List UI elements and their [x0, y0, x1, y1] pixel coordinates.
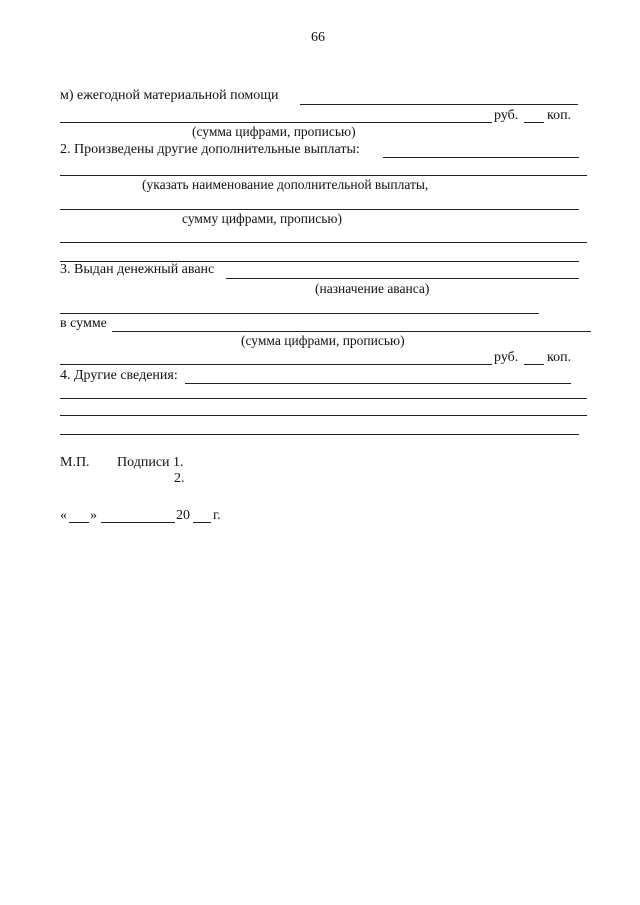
date-day-field[interactable] [69, 522, 89, 523]
payment-name-caption: (указать наименование дополнительной выплаты, [142, 177, 429, 192]
advance-rub-label: руб. [494, 350, 519, 365]
stamp-label: М.П. [60, 455, 90, 470]
other-info-field-4[interactable] [60, 434, 579, 435]
advance-amount-field-2[interactable] [60, 364, 492, 365]
advance-purpose-caption: (назначение аванса) [315, 281, 430, 296]
payment-amount-caption: сумму цифрами, прописью) [182, 211, 342, 226]
additional-payments-field-2[interactable] [60, 175, 587, 176]
advance-amount-field[interactable] [112, 331, 591, 332]
material-aid-amount-field[interactable] [60, 122, 492, 123]
rub-label: руб. [494, 108, 519, 123]
additional-payments-field-3[interactable] [60, 209, 579, 210]
date-year-prefix: 20 [176, 508, 190, 523]
date-open-quote: « [60, 508, 67, 523]
material-aid-field-1[interactable] [300, 104, 578, 105]
material-aid-label: м) ежегодной материальной помощи [60, 88, 279, 103]
additional-payments-field-4[interactable] [60, 242, 587, 243]
other-info-field-2[interactable] [60, 398, 587, 399]
date-month-field[interactable] [101, 522, 175, 523]
date-year-suffix: г. [213, 508, 221, 523]
other-info-field-3[interactable] [60, 415, 587, 416]
advance-kop-label: коп. [547, 350, 572, 365]
other-info-field-1[interactable] [185, 383, 571, 384]
advance-amount-caption: (сумма цифрами, прописью) [241, 333, 405, 348]
kop-field[interactable] [524, 122, 544, 123]
signature-2-label: 2. [174, 471, 185, 486]
amount-caption: (сумма цифрами, прописью) [192, 124, 356, 139]
date-year-field[interactable] [193, 522, 211, 523]
amount-label: в сумме [60, 316, 107, 331]
cash-advance-field-2[interactable] [60, 313, 539, 314]
cash-advance-label: 3. Выдан денежный аванс [60, 262, 215, 277]
additional-payments-field-1[interactable] [383, 157, 579, 158]
signatures-label: Подписи 1. [117, 455, 184, 470]
advance-kop-field[interactable] [524, 364, 544, 365]
cash-advance-field-1[interactable] [226, 278, 579, 279]
other-info-label: 4. Другие сведения: [60, 368, 178, 383]
additional-payments-label: 2. Произведены другие дополнительные выплаты: [60, 142, 360, 157]
page-number: 66 [311, 30, 325, 45]
kop-label: коп. [547, 108, 572, 123]
date-close-quote: » [90, 508, 97, 523]
